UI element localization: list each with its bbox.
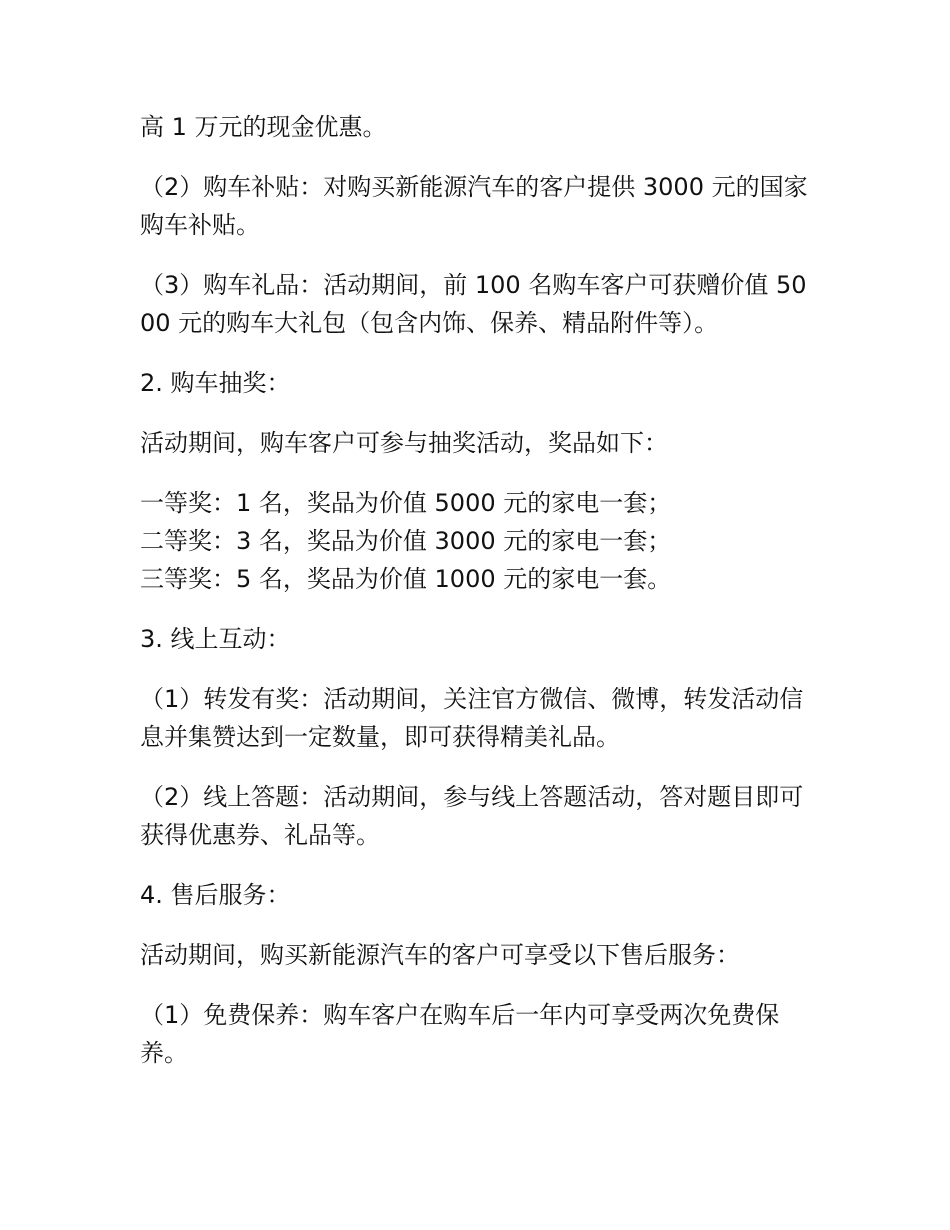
- paragraph-after-sales-intro: 活动期间，购买新能源汽车的客户可享受以下售后服务：: [140, 941, 740, 969]
- paragraph-lottery-intro: 活动期间，购车客户可参与抽奖活动，奖品如下：: [140, 429, 668, 457]
- heading-lottery: 2. 购车抽奖：: [140, 369, 291, 397]
- paragraph-share-reward: （1）转发有奖：活动期间，关注官方微信、微博，转发活动信息并集赞达到一定数量，即可获得精美礼品。: [140, 685, 804, 751]
- paragraph-online-quiz: （2）线上答题：活动期间，参与线上答题活动，答对题目即可获得优惠券、礼品等。: [140, 783, 804, 849]
- document-page: [140, 108, 810, 1094]
- paragraph-purchase-subsidy: （2）购车补贴：对购买新能源汽车的客户提供 3000 元的国家购车补贴。: [140, 173, 808, 239]
- heading-after-sales: 4. 售后服务：: [140, 881, 291, 909]
- prize-first: 一等奖：1 名，奖品为价值 5000 元的家电一套；: [140, 489, 672, 517]
- prize-third: 三等奖：5 名，奖品为价值 1000 元的家电一套。: [140, 565, 672, 593]
- paragraph-free-maintenance: （1）免费保养：购车客户在购车后一年内可享受两次免费保养。: [140, 1001, 780, 1067]
- prize-list: [140, 484, 810, 598]
- prize-second: 二等奖：3 名，奖品为价值 3000 元的家电一套；: [140, 527, 672, 555]
- paragraph-cash-discount: 高 1 万元的现金优惠。: [140, 113, 387, 141]
- paragraph-purchase-gift: （3）购车礼品：活动期间，前 100 名购车客户可获赠价值 5000 元的购车大礼包（包含内饰、保养、精品附件等）。: [140, 271, 807, 337]
- heading-online-interaction: 3. 线上互动：: [140, 625, 291, 653]
